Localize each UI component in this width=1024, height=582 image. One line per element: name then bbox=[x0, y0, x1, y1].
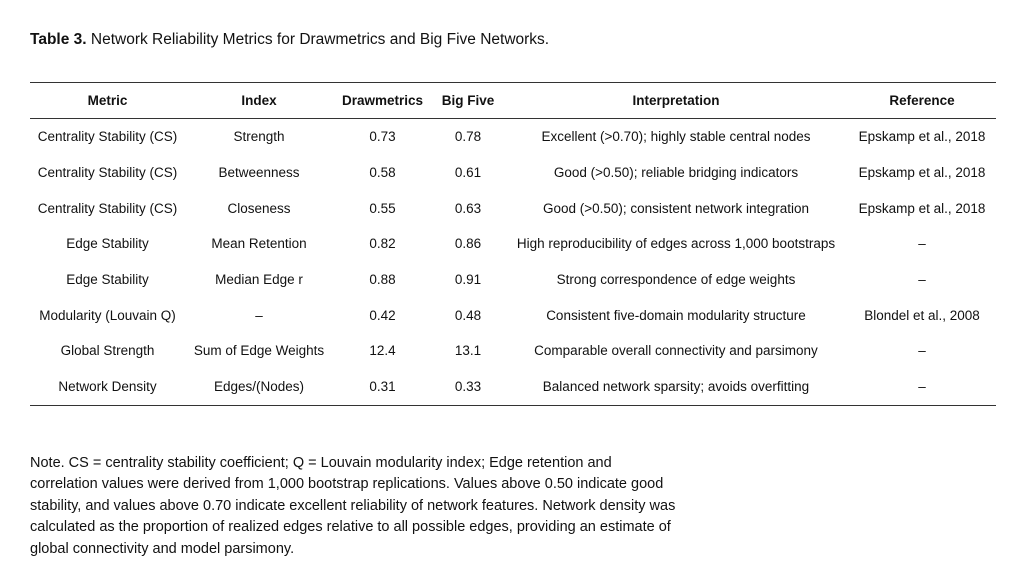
table-row bbox=[30, 119, 996, 155]
header-index: Index bbox=[241, 93, 277, 108]
cell-interpretation: Consistent five-domain modularity structure bbox=[546, 307, 806, 323]
table-row bbox=[30, 155, 996, 191]
cell-metric: Centrality Stability (CS) bbox=[37, 165, 178, 181]
cell-big-five: 0.33 bbox=[454, 379, 482, 395]
table-row bbox=[30, 262, 996, 298]
header-interpretation: Interpretation bbox=[632, 93, 720, 108]
cell-interpretation: Good (>0.50); reliable bridging indicators bbox=[553, 165, 799, 181]
cell-index: Edges/(Nodes) bbox=[213, 379, 305, 395]
cell-metric: Network Density bbox=[58, 379, 157, 395]
cell-drawmetrics: 0.42 bbox=[369, 307, 396, 323]
cell-big-five: 13.1 bbox=[454, 343, 482, 359]
cell-reference: Epskamp et al., 2018 bbox=[858, 129, 986, 145]
cell-big-five: 0.86 bbox=[454, 236, 482, 252]
table-row bbox=[30, 226, 996, 262]
cell-interpretation: High reproducibility of edges across 1,000 bootstraps bbox=[516, 236, 836, 252]
header-reference: Reference bbox=[889, 93, 955, 108]
table-caption-label: Table 3. bbox=[30, 31, 87, 48]
cell-metric: Edge Stability bbox=[66, 236, 149, 252]
cell-drawmetrics: 12.4 bbox=[369, 343, 396, 359]
cell-index: Mean Retention bbox=[211, 236, 307, 252]
table-row bbox=[30, 297, 996, 333]
table-note: Note. CS = centrality stability coefficient; Q = Louvain modularity index; Edge retention and correlation values were derived from 1,000 bootstrap replications. Values above 0.50 indicate good stability, and values above 0.70 indicate excellent reliability of network features. Network density was calculated as the proportion of realized edges relative to all possible edges, providing an estimate of global connectivity and model parsimony. bbox=[30, 454, 676, 557]
cell-reference: – bbox=[918, 379, 926, 395]
cell-metric: Centrality Stability (CS) bbox=[37, 200, 178, 216]
cell-reference: – bbox=[918, 236, 926, 252]
cell-interpretation: Comparable overall connectivity and parsimony bbox=[534, 343, 818, 359]
cell-interpretation: Balanced network sparsity; avoids overfitting bbox=[542, 379, 810, 395]
cell-drawmetrics: 0.73 bbox=[369, 129, 396, 145]
cell-drawmetrics: 0.82 bbox=[369, 236, 396, 252]
cell-big-five: 0.91 bbox=[454, 272, 482, 288]
table-row bbox=[30, 190, 996, 226]
cell-index: Strength bbox=[233, 129, 285, 145]
table-row bbox=[30, 369, 996, 405]
metrics-table-container bbox=[30, 82, 996, 406]
cell-reference: – bbox=[918, 272, 926, 288]
cell-big-five: 0.63 bbox=[454, 200, 482, 216]
cell-big-five: 0.48 bbox=[454, 307, 482, 323]
cell-big-five: 0.61 bbox=[454, 165, 482, 181]
header-drawmetrics: Drawmetrics bbox=[341, 93, 424, 108]
cell-metric: Edge Stability bbox=[66, 272, 149, 288]
metrics-table bbox=[30, 82, 996, 406]
cell-index: Median Edge r bbox=[215, 272, 303, 288]
cell-index: Betweenness bbox=[218, 165, 300, 181]
table-row bbox=[30, 333, 996, 369]
cell-reference: Epskamp et al., 2018 bbox=[858, 165, 986, 181]
cell-reference: Blondel et al., 2008 bbox=[864, 307, 980, 323]
cell-reference: – bbox=[918, 343, 926, 359]
table-header-row bbox=[30, 83, 996, 119]
table-caption-text: Network Reliability Metrics for Drawmetrics and Big Five Networks. bbox=[86, 31, 550, 48]
cell-metric: Centrality Stability (CS) bbox=[37, 129, 178, 145]
cell-big-five: 0.78 bbox=[454, 129, 482, 145]
cell-metric: Modularity (Louvain Q) bbox=[39, 307, 176, 323]
cell-drawmetrics: 0.58 bbox=[369, 165, 396, 181]
cell-index: Closeness bbox=[227, 200, 291, 216]
cell-interpretation: Good (>0.50); consistent network integration bbox=[542, 200, 810, 216]
cell-interpretation: Excellent (>0.70); highly stable central nodes bbox=[541, 129, 811, 145]
cell-metric: Global Strength bbox=[60, 343, 155, 359]
cell-index: Sum of Edge Weights bbox=[193, 343, 325, 359]
cell-index: – bbox=[255, 307, 263, 323]
header-metric: Metric bbox=[87, 93, 128, 108]
cell-drawmetrics: 0.31 bbox=[369, 379, 396, 395]
header-big-five: Big Five bbox=[441, 93, 495, 108]
cell-reference: Epskamp et al., 2018 bbox=[858, 200, 986, 216]
table-caption bbox=[30, 30, 549, 50]
cell-drawmetrics: 0.88 bbox=[369, 272, 396, 288]
cell-drawmetrics: 0.55 bbox=[369, 200, 396, 216]
cell-interpretation: Strong correspondence of edge weights bbox=[556, 272, 796, 288]
